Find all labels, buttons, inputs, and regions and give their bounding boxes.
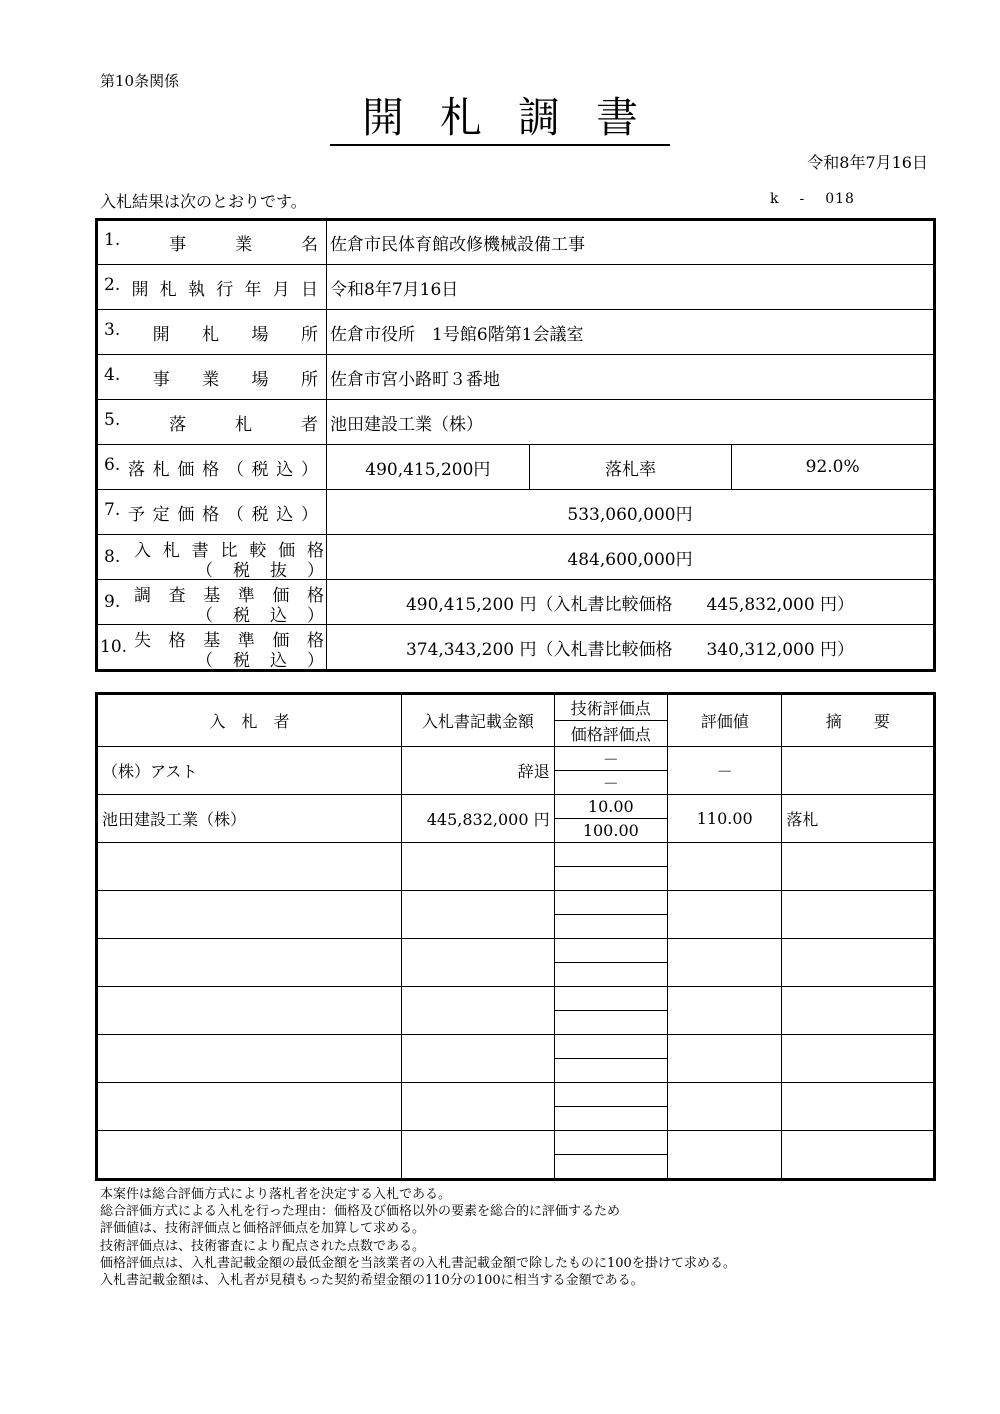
summary-label — [97, 490, 327, 535]
summary-table — [95, 218, 936, 672]
tech-score — [554, 843, 667, 867]
item-number: 1. — [104, 230, 121, 250]
header-remarks: 摘 要 — [782, 694, 935, 747]
item-number: 5. — [104, 409, 121, 430]
price-score — [554, 963, 667, 987]
item-number: 2. — [104, 274, 121, 295]
label-char: ） — [300, 459, 318, 480]
summary-label — [97, 580, 327, 625]
label-char: 札 — [152, 459, 170, 480]
bid-amount: 辞退 — [402, 747, 555, 795]
label-char: 場 — [251, 324, 269, 345]
bidder-name — [97, 987, 402, 1035]
bidder-name — [97, 843, 402, 891]
bid-row — [97, 1035, 935, 1059]
label-char: 価 — [272, 631, 290, 651]
label-char: （ — [196, 561, 213, 581]
summary-row — [97, 355, 935, 400]
remarks — [782, 939, 935, 987]
item-number: 10. — [100, 637, 128, 657]
award-price-value: 490,415,200円 — [327, 445, 530, 490]
label-char: 較 — [249, 541, 267, 561]
label-char: 格 — [306, 541, 324, 561]
document-number-prefix: k — [770, 191, 780, 207]
label-char: 落 — [127, 459, 145, 480]
remarks: 落札 — [782, 795, 935, 843]
remarks — [782, 1131, 935, 1180]
bid-row — [97, 891, 935, 915]
title-char: 開 — [361, 93, 404, 142]
label-char: 込 — [276, 459, 294, 480]
item-number: 7. — [104, 499, 121, 520]
comparison-price-row — [97, 535, 935, 580]
tech-score — [554, 1131, 667, 1155]
document-number-sep: - — [799, 191, 806, 207]
summary-row — [97, 400, 935, 445]
bidder-name — [97, 1035, 402, 1083]
price-score — [554, 1155, 667, 1180]
bidder-name — [97, 891, 402, 939]
header-evaluation: 評価値 — [668, 694, 782, 747]
price-score — [554, 1107, 667, 1131]
summary-value: 佐倉市役所 1号館6階第1会議室 — [327, 310, 935, 355]
summary-value: 池田建設工業（株） — [327, 400, 935, 445]
bid-amount — [402, 843, 555, 891]
price-score: － — [554, 771, 667, 795]
summary-value: 令和8年7月16日 — [327, 265, 935, 310]
bids-table — [95, 692, 936, 1181]
label-char: ） — [307, 606, 324, 626]
label-char: 調 — [134, 586, 151, 606]
note-line: 価格評価点は、入札書記載金額の最低金額を当該業者の入札書記載金額で除したものに100を掛けて求める。 — [100, 1255, 736, 1271]
label-char: 税 — [233, 651, 250, 671]
summary-label — [97, 220, 327, 265]
award-rate-label: 落札率 — [529, 445, 732, 490]
award-price-row — [97, 445, 935, 490]
summary-row — [97, 220, 935, 265]
evaluation-value: 110.00 — [668, 795, 782, 843]
label-char: 札 — [159, 279, 177, 300]
label-char: 抜 — [270, 561, 287, 581]
bidder-name — [97, 1083, 402, 1131]
article-reference: 第10条関係 — [100, 72, 180, 90]
bid-amount — [402, 1131, 555, 1180]
evaluation-value — [668, 939, 782, 987]
label-char: 開 — [152, 324, 170, 345]
title-char: 書 — [595, 93, 638, 142]
label-char: 札 — [202, 324, 220, 345]
disqualify-base-row — [97, 625, 935, 671]
item-number: 6. — [104, 454, 121, 475]
title-char: 札 — [439, 93, 482, 142]
summary-label — [97, 265, 327, 310]
item-number: 9. — [104, 592, 121, 612]
evaluation-value — [668, 1083, 782, 1131]
label-char: 価 — [278, 541, 296, 561]
bids-header-row — [97, 694, 935, 721]
bidder-name — [97, 939, 402, 987]
label-char: 込 — [276, 504, 294, 525]
label-char: ） — [307, 561, 324, 581]
label-char: （ — [226, 504, 244, 525]
summary-label — [97, 355, 327, 400]
label-char: 格 — [306, 631, 324, 651]
title-char: 調 — [517, 93, 560, 142]
tech-score — [554, 987, 667, 1011]
price-score — [554, 1011, 667, 1035]
bid-amount — [402, 987, 555, 1035]
label-char: 失 — [134, 631, 151, 651]
label-char: 格 — [202, 504, 220, 525]
label-char: 年 — [244, 279, 262, 300]
price-score — [554, 1059, 667, 1083]
label-char: 予 — [127, 504, 145, 525]
note-line: 評価値は、技術評価点と価格評価点を加算して求める。 — [100, 1221, 426, 1237]
header-bidder: 入 札 者 — [97, 694, 402, 747]
bid-amount — [402, 1035, 555, 1083]
bid-row — [97, 843, 935, 867]
summary-row — [97, 265, 935, 310]
label-char: ） — [307, 651, 324, 671]
label-char: 開 — [131, 279, 149, 300]
header-tech-score: 技術評価点 — [554, 694, 667, 721]
label-char: 価 — [177, 504, 195, 525]
notes — [100, 1186, 736, 1289]
label-char: 事 — [169, 235, 187, 255]
evaluation-value — [668, 987, 782, 1035]
price-score — [554, 867, 667, 891]
label-char: 落 — [169, 414, 187, 435]
bid-amount — [402, 939, 555, 987]
bid-row — [97, 1131, 935, 1155]
header-price-score: 価格評価点 — [554, 721, 667, 747]
item-number: 4. — [104, 364, 121, 385]
label-char: （ — [226, 459, 244, 480]
label-char: （ — [196, 606, 213, 626]
evaluation-value — [668, 891, 782, 939]
label-char: 査 — [168, 586, 186, 606]
label-char: 所 — [300, 324, 318, 345]
label-char: 場 — [251, 369, 269, 390]
label-char: 札 — [162, 541, 180, 561]
label-char: 事 — [152, 369, 170, 390]
label-char: 格 — [202, 459, 220, 480]
label-char: 日 — [300, 279, 318, 300]
label-char: 所 — [300, 369, 318, 390]
bid-row — [97, 939, 935, 963]
survey-base-row — [97, 580, 935, 625]
label-char: 行 — [216, 279, 234, 300]
planned-price-value: 533,060,000円 — [327, 490, 935, 535]
label-char: （ — [196, 651, 213, 671]
label-char: ） — [300, 504, 318, 525]
evaluation-value — [668, 1035, 782, 1083]
bid-amount: 445,832,000 円 — [402, 795, 555, 843]
tech-score — [554, 939, 667, 963]
label-char: 準 — [237, 586, 255, 606]
label-char: 込 — [270, 651, 287, 671]
bidder-name — [97, 1131, 402, 1180]
item-number: 3. — [104, 319, 121, 340]
label-char: 格 — [168, 631, 186, 651]
summary-value: 374,343,200 円（入札書比較価格 340,312,000 円） — [327, 625, 935, 671]
label-char: 価 — [272, 586, 290, 606]
remarks — [782, 987, 935, 1035]
label-char: 札 — [235, 414, 253, 435]
document-number — [770, 191, 865, 207]
label-char: 基 — [203, 631, 221, 651]
label-char: 月 — [272, 279, 290, 300]
remarks — [782, 891, 935, 939]
label-char: 入 — [134, 541, 151, 561]
label-char: 名 — [301, 235, 318, 255]
note-line: 入札書記載金額は、入札者が見積もった契約希望金額の110分の100に相当する金額である。 — [100, 1273, 644, 1289]
award-rate-value: 92.0% — [732, 445, 935, 490]
summary-value: 佐倉市宮小路町３番地 — [327, 355, 935, 400]
summary-value: 佐倉市民体育館改修機械設備工事 — [327, 220, 935, 265]
note-line: 本案件は総合評価方式により落札者を決定する入札である。 — [100, 1187, 452, 1202]
bid-amount — [402, 891, 555, 939]
bid-row — [97, 987, 935, 1011]
note-line: 技術評価点は、技術審査により配点された点数である。 — [100, 1238, 426, 1254]
label-char: 定 — [152, 504, 170, 525]
summary-label — [97, 400, 327, 445]
label-char: 者 — [301, 414, 318, 435]
bid-row — [97, 795, 935, 819]
summary-label — [97, 445, 327, 490]
evaluation-value — [668, 843, 782, 891]
summary-label — [97, 535, 327, 580]
tech-score: 10.00 — [554, 795, 667, 819]
bid-amount — [402, 1083, 555, 1131]
label-char: 執 — [187, 279, 205, 300]
remarks — [782, 1083, 935, 1131]
evaluation-value — [668, 1131, 782, 1180]
label-char: 書 — [191, 541, 209, 561]
summary-label — [97, 625, 327, 671]
remarks — [782, 843, 935, 891]
label-char: 価 — [177, 459, 195, 480]
price-score: 100.00 — [554, 819, 667, 843]
label-char: 税 — [251, 504, 269, 525]
label-char: 込 — [270, 606, 287, 626]
label-char: 税 — [251, 459, 269, 480]
evaluation-value: － — [668, 747, 782, 795]
tech-score: － — [554, 747, 667, 771]
header-amount: 入札書記載金額 — [402, 694, 555, 747]
item-number: 8. — [104, 547, 121, 567]
bid-row — [97, 747, 935, 771]
label-char: 業 — [235, 235, 253, 255]
label-char: 税 — [233, 606, 250, 626]
tech-score — [554, 891, 667, 915]
remarks — [782, 747, 935, 795]
bidder-name: （株）アスト — [97, 747, 402, 795]
summary-value: 490,415,200 円（入札書比較価格 445,832,000 円） — [327, 580, 935, 625]
bidder-name: 池田建設工業（株） — [97, 795, 402, 843]
label-char: 比 — [220, 541, 238, 561]
price-score — [554, 915, 667, 939]
label-char: 業 — [202, 369, 220, 390]
note-line: 総合評価方式による入札を行った理由：価格及び価格以外の要素を総合的に評価するため — [100, 1204, 621, 1220]
label-char: 基 — [203, 586, 221, 606]
summary-value: 484,600,000円 — [327, 535, 935, 580]
label-char: 格 — [306, 586, 324, 606]
document-number-value: 018 — [825, 191, 855, 207]
page-title — [330, 92, 670, 146]
tech-score — [554, 1083, 667, 1107]
summary-label — [97, 310, 327, 355]
remarks — [782, 1035, 935, 1083]
document-date: 令和8年7月16日 — [807, 153, 928, 172]
intro-text: 入札結果は次のとおりです。 — [100, 192, 307, 211]
bid-row — [97, 1083, 935, 1107]
planned-price-row — [97, 490, 935, 535]
summary-row — [97, 310, 935, 355]
label-char: 税 — [233, 561, 250, 581]
tech-score — [554, 1035, 667, 1059]
label-char: 準 — [237, 631, 255, 651]
